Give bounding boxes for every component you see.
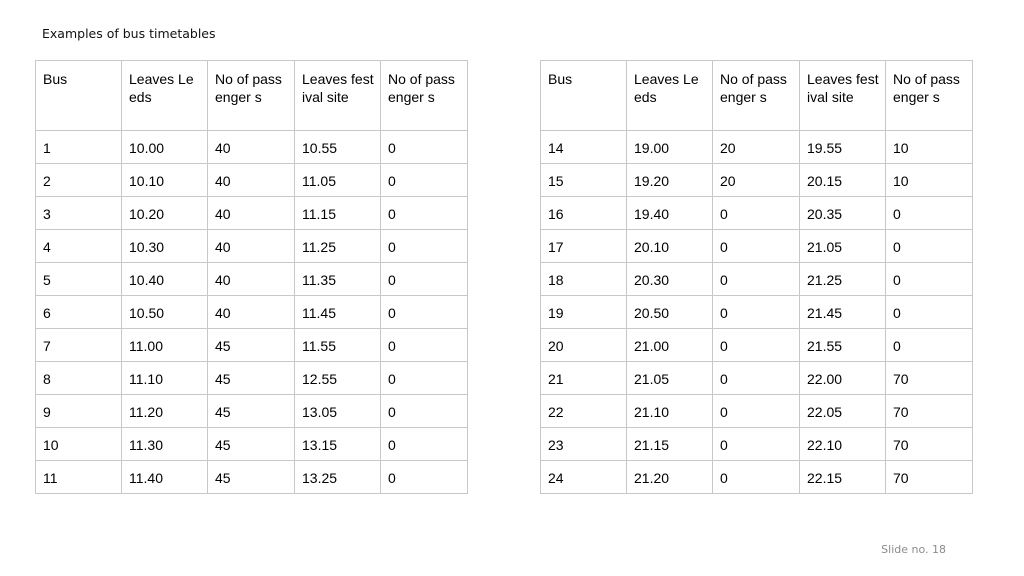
cell-leaves-leeds: 20.10 <box>627 230 713 263</box>
cell-leaves-festival-site: 10.55 <box>295 131 381 164</box>
cell-passengers-back: 70 <box>886 461 973 494</box>
cell-passengers-out: 45 <box>208 362 295 395</box>
header-passengers-out: No of passenger s <box>713 61 800 131</box>
table-row <box>541 164 973 197</box>
table-row <box>36 296 468 329</box>
cell-leaves-leeds: 21.00 <box>627 329 713 362</box>
header-passengers-back: No of passenger s <box>381 61 468 131</box>
header-leaves-leeds: Leaves Leeds <box>122 61 208 131</box>
cell-passengers-back: 0 <box>381 329 468 362</box>
cell-passengers-out: 45 <box>208 428 295 461</box>
cell-leaves-festival-site: 20.15 <box>800 164 886 197</box>
cell-leaves-festival-site: 22.05 <box>800 395 886 428</box>
table-row <box>36 329 468 362</box>
cell-bus: 7 <box>36 329 122 362</box>
cell-passengers-out: 0 <box>713 329 800 362</box>
cell-passengers-back: 0 <box>381 428 468 461</box>
cell-leaves-festival-site: 21.55 <box>800 329 886 362</box>
table-body <box>36 131 468 494</box>
cell-passengers-back: 0 <box>381 230 468 263</box>
cell-passengers-out: 0 <box>713 395 800 428</box>
cell-passengers-out: 40 <box>208 263 295 296</box>
cell-leaves-leeds: 11.40 <box>122 461 208 494</box>
cell-bus: 19 <box>541 296 627 329</box>
table-row <box>36 197 468 230</box>
cell-passengers-out: 0 <box>713 263 800 296</box>
table-row <box>36 230 468 263</box>
cell-passengers-back: 0 <box>381 197 468 230</box>
header-row <box>541 61 973 131</box>
cell-leaves-leeds: 11.30 <box>122 428 208 461</box>
cell-leaves-leeds: 21.10 <box>627 395 713 428</box>
table-row <box>36 461 468 494</box>
cell-passengers-back: 0 <box>381 131 468 164</box>
header-row <box>36 61 468 131</box>
cell-leaves-festival-site: 11.25 <box>295 230 381 263</box>
cell-passengers-out: 40 <box>208 230 295 263</box>
cell-passengers-back: 10 <box>886 164 973 197</box>
cell-bus: 9 <box>36 395 122 428</box>
cell-passengers-back: 70 <box>886 395 973 428</box>
cell-passengers-back: 0 <box>886 296 973 329</box>
cell-leaves-leeds: 10.00 <box>122 131 208 164</box>
cell-leaves-leeds: 21.15 <box>627 428 713 461</box>
cell-bus: 18 <box>541 263 627 296</box>
cell-passengers-back: 0 <box>886 329 973 362</box>
cell-leaves-festival-site: 21.05 <box>800 230 886 263</box>
cell-passengers-out: 20 <box>713 131 800 164</box>
cell-passengers-back: 0 <box>886 230 973 263</box>
table-row <box>541 461 973 494</box>
cell-bus: 15 <box>541 164 627 197</box>
table-row <box>36 362 468 395</box>
cell-leaves-leeds: 19.00 <box>627 131 713 164</box>
cell-leaves-leeds: 21.20 <box>627 461 713 494</box>
cell-passengers-out: 0 <box>713 197 800 230</box>
cell-leaves-festival-site: 13.25 <box>295 461 381 494</box>
cell-passengers-out: 20 <box>713 164 800 197</box>
table-row <box>36 131 468 164</box>
cell-leaves-festival-site: 11.55 <box>295 329 381 362</box>
cell-leaves-festival-site: 22.15 <box>800 461 886 494</box>
cell-passengers-back: 70 <box>886 362 973 395</box>
table-row <box>541 395 973 428</box>
table-row <box>541 329 973 362</box>
table-row <box>541 131 973 164</box>
cell-leaves-leeds: 10.20 <box>122 197 208 230</box>
cell-bus: 20 <box>541 329 627 362</box>
cell-leaves-festival-site: 11.05 <box>295 164 381 197</box>
cell-leaves-leeds: 21.05 <box>627 362 713 395</box>
cell-leaves-festival-site: 20.35 <box>800 197 886 230</box>
cell-passengers-back: 0 <box>381 395 468 428</box>
cell-leaves-leeds: 10.40 <box>122 263 208 296</box>
cell-bus: 2 <box>36 164 122 197</box>
cell-leaves-leeds: 19.20 <box>627 164 713 197</box>
cell-leaves-festival-site: 11.35 <box>295 263 381 296</box>
cell-leaves-leeds: 10.30 <box>122 230 208 263</box>
cell-passengers-out: 40 <box>208 131 295 164</box>
table-row <box>541 428 973 461</box>
header-passengers-out: No of passenger s <box>208 61 295 131</box>
cell-bus: 17 <box>541 230 627 263</box>
cell-bus: 3 <box>36 197 122 230</box>
table-row <box>36 164 468 197</box>
cell-leaves-festival-site: 11.15 <box>295 197 381 230</box>
slide-number: Slide no. 18 <box>881 543 946 556</box>
cell-passengers-out: 40 <box>208 164 295 197</box>
cell-leaves-leeds: 11.20 <box>122 395 208 428</box>
table-row <box>541 362 973 395</box>
table-row <box>36 263 468 296</box>
cell-passengers-back: 0 <box>886 263 973 296</box>
cell-bus: 1 <box>36 131 122 164</box>
cell-passengers-out: 0 <box>713 362 800 395</box>
cell-leaves-leeds: 11.00 <box>122 329 208 362</box>
cell-leaves-leeds: 20.30 <box>627 263 713 296</box>
cell-passengers-out: 40 <box>208 197 295 230</box>
page-title: Examples of bus timetables <box>42 26 216 41</box>
header-leaves-leeds: Leaves Leeds <box>627 61 713 131</box>
cell-bus: 4 <box>36 230 122 263</box>
cell-bus: 24 <box>541 461 627 494</box>
table-row <box>36 428 468 461</box>
cell-passengers-back: 0 <box>381 263 468 296</box>
cell-passengers-out: 0 <box>713 428 800 461</box>
cell-leaves-leeds: 19.40 <box>627 197 713 230</box>
table-row <box>36 395 468 428</box>
cell-leaves-leeds: 20.50 <box>627 296 713 329</box>
header-bus: Bus <box>541 61 627 131</box>
header-bus: Bus <box>36 61 122 131</box>
cell-leaves-leeds: 10.50 <box>122 296 208 329</box>
cell-leaves-festival-site: 21.25 <box>800 263 886 296</box>
cell-passengers-out: 45 <box>208 461 295 494</box>
cell-passengers-out: 0 <box>713 230 800 263</box>
table-row <box>541 197 973 230</box>
cell-bus: 22 <box>541 395 627 428</box>
cell-bus: 8 <box>36 362 122 395</box>
cell-passengers-back: 0 <box>886 197 973 230</box>
cell-passengers-out: 0 <box>713 461 800 494</box>
cell-passengers-back: 0 <box>381 461 468 494</box>
cell-leaves-festival-site: 12.55 <box>295 362 381 395</box>
cell-bus: 11 <box>36 461 122 494</box>
cell-passengers-out: 45 <box>208 395 295 428</box>
cell-leaves-festival-site: 13.15 <box>295 428 381 461</box>
cell-leaves-festival-site: 22.00 <box>800 362 886 395</box>
cell-bus: 14 <box>541 131 627 164</box>
cell-passengers-back: 0 <box>381 362 468 395</box>
cell-passengers-out: 45 <box>208 329 295 362</box>
cell-leaves-festival-site: 21.45 <box>800 296 886 329</box>
cell-bus: 23 <box>541 428 627 461</box>
cell-bus: 16 <box>541 197 627 230</box>
table-body <box>541 131 973 494</box>
cell-passengers-back: 0 <box>381 296 468 329</box>
cell-leaves-festival-site: 22.10 <box>800 428 886 461</box>
header-passengers-back: No of passenger s <box>886 61 973 131</box>
cell-bus: 10 <box>36 428 122 461</box>
table-row <box>541 263 973 296</box>
cell-passengers-out: 40 <box>208 296 295 329</box>
cell-leaves-leeds: 10.10 <box>122 164 208 197</box>
header-leaves-festival-site: Leaves festival site <box>295 61 381 131</box>
cell-passengers-out: 0 <box>713 296 800 329</box>
cell-bus: 6 <box>36 296 122 329</box>
table-row <box>541 296 973 329</box>
cell-passengers-back: 10 <box>886 131 973 164</box>
header-leaves-festival-site: Leaves festival site <box>800 61 886 131</box>
timetable-left <box>35 60 468 494</box>
cell-leaves-festival-site: 13.05 <box>295 395 381 428</box>
cell-passengers-back: 70 <box>886 428 973 461</box>
cell-leaves-festival-site: 19.55 <box>800 131 886 164</box>
cell-leaves-leeds: 11.10 <box>122 362 208 395</box>
timetable-right <box>540 60 973 494</box>
cell-passengers-back: 0 <box>381 164 468 197</box>
table-row <box>541 230 973 263</box>
cell-leaves-festival-site: 11.45 <box>295 296 381 329</box>
cell-bus: 21 <box>541 362 627 395</box>
cell-bus: 5 <box>36 263 122 296</box>
